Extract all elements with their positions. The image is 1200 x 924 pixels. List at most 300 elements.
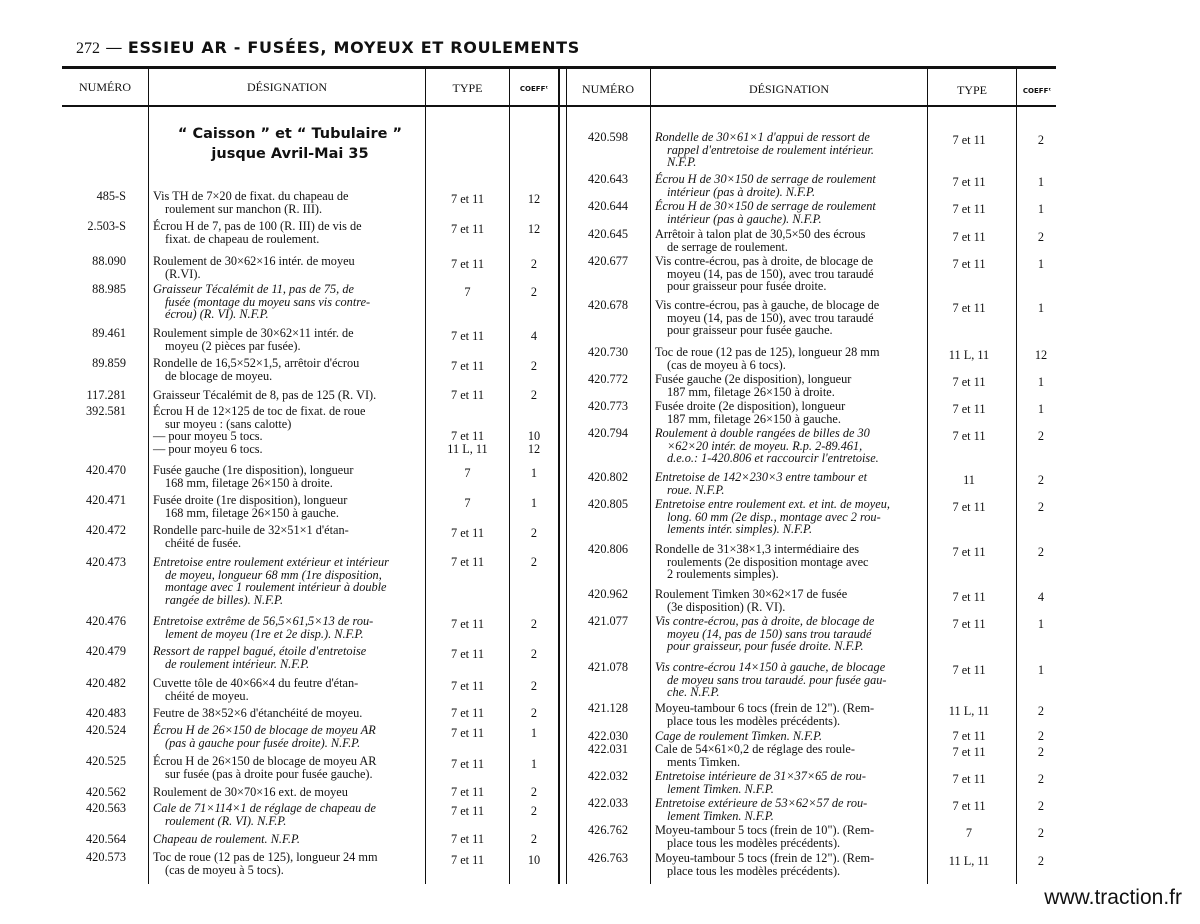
part-number: 422.031 [588, 742, 628, 756]
part-number: 420.525 [86, 754, 126, 768]
part-number: 420.643 [588, 172, 628, 186]
col-header-coeff: COEFFᵗ [1022, 87, 1052, 95]
part-coeff [510, 805, 558, 818]
part-number: 421.078 [588, 660, 628, 674]
type-value: 7 et 11 [952, 402, 986, 416]
part-coeff [1017, 258, 1065, 271]
part-coeff [1017, 591, 1065, 604]
type-value: 7 et 11 [450, 192, 484, 206]
part-designation [655, 852, 923, 877]
coeff-value: 10 [527, 429, 541, 443]
type-value: 7 et 11 [450, 726, 484, 740]
coeff-value: 1 [1037, 375, 1045, 389]
type-value: 7 et 11 [450, 785, 484, 799]
designation-line: place tous les modèles précédents). [667, 863, 841, 878]
part-coeff [510, 758, 558, 771]
part-designation [153, 755, 420, 780]
designation-line: Rondelle de 16,5×52×1,5, arrêtoir d'écrou [153, 356, 360, 370]
designation-line: ments Timken. [667, 754, 741, 769]
part-type [426, 258, 509, 271]
designation-line: Entretoise entre roulement ext. et int. de moyeu, [655, 497, 890, 511]
coeff-value: 4 [530, 329, 538, 343]
designation-line: Écrou H de 26×150 de blocage de moyeu AR [153, 723, 376, 737]
designation-line: Cuvette tôle de 40×66×4 du feutre d'étan- [153, 676, 359, 690]
part-number: 420.564 [86, 832, 126, 846]
designation-line: Roulement à double rangées de billes de 30 [655, 426, 870, 440]
part-designation [153, 786, 420, 799]
designation-line: Écrou H de 26×150 de blocage de moyeu AR [153, 754, 377, 768]
col-header-type: TYPE [452, 81, 483, 95]
section-line-1: “ Caisson ” et “ Tubulaire ” [177, 126, 403, 142]
designation-line: Vis contre-écrou, pas à droite, de blocage de [655, 254, 874, 268]
part-number: 420.772 [588, 372, 628, 386]
part-designation [655, 373, 923, 398]
part-number: 420.562 [86, 785, 126, 799]
part-type [426, 707, 509, 720]
designation-line: Moyeu-tambour 5 tocs (frein de 10"). (Rem- [655, 823, 875, 837]
part-designation [153, 327, 420, 352]
part-type [928, 664, 1010, 677]
part-designation [655, 400, 923, 425]
part-coeff [510, 467, 558, 480]
coeff-value: 2 [530, 706, 538, 720]
designation-line: Roulement Timken 30×62×17 de fusée [655, 587, 848, 601]
designation-line: Entretoise entre roulement extérieur et intérieur [153, 555, 389, 569]
part-designation [655, 173, 923, 198]
section-line-2: jusque Avril-Mai 35 [211, 146, 369, 162]
type-value: 7 et 11 [952, 617, 986, 631]
coeff-value: 2 [1037, 772, 1045, 786]
part-type [426, 758, 509, 771]
designation-line: d.e.o.: 1-420.806 et raccourcir l'entretoise. [667, 451, 879, 466]
coeff-value: 2 [530, 832, 538, 846]
coeff-value: 2 [530, 804, 538, 818]
designation-line: rappel d'entretoise de roulement intérieur. [667, 142, 874, 157]
designation-line: (cas de moyeu à 5 tocs). [165, 862, 284, 877]
part-coeff [510, 527, 558, 540]
coeff-value: 2 [530, 617, 538, 631]
part-coeff [510, 648, 558, 661]
type-value: 7 et 11 [952, 729, 986, 743]
watermark: www.traction.fr [1044, 886, 1182, 909]
type-value: 7 et 11 [952, 202, 986, 216]
designation-line: Toc de roue (12 pas de 125), longueur 24 mm [153, 850, 378, 864]
coeff-value: 2 [1037, 854, 1045, 868]
designation-line: Écrou H de 7, pas de 100 (R. III) de vis de [153, 219, 362, 233]
part-number: 117.281 [86, 388, 126, 402]
part-type [426, 430, 509, 455]
part-coeff [510, 258, 558, 271]
type-value: 7 et 11 [952, 799, 986, 813]
coeff-value: 2 [530, 647, 538, 661]
type-value: 11 [963, 473, 975, 487]
part-type [928, 546, 1010, 559]
designation-line: 187 mm, filetage 26×150 à gauche. [667, 411, 841, 426]
designation-line: moyeu (14, pas de 150), avec trou taraudé [667, 310, 874, 325]
part-designation [153, 833, 420, 846]
part-type [928, 258, 1010, 271]
part-coeff [1017, 664, 1065, 677]
designation-line: de moyeu sans trou taraudé. pour fusée gau- [667, 672, 887, 687]
part-type [928, 376, 1010, 389]
part-designation [153, 615, 420, 640]
part-coeff [510, 330, 558, 343]
part-type [426, 497, 509, 510]
col-header-designation: DÉSIGNATION [247, 80, 327, 94]
designation-line: Fusée gauche (2e disposition), longueur [655, 372, 852, 386]
coeff-value: 1 [1037, 663, 1045, 677]
part-designation [153, 802, 420, 827]
coeff-value: 2 [530, 257, 538, 271]
type-value: 7 et 11 [450, 853, 484, 867]
designation-line: (pas à gauche pour fusée droite). N.F.P. [165, 735, 361, 750]
type-value: 7 et 11 [952, 500, 986, 514]
page-header [76, 38, 580, 58]
designation-line: fusée (montage du moyeu sans vis contre- [165, 294, 371, 309]
designation-line: Rondelle parc-huile de 32×51×1 d'étan- [153, 523, 349, 537]
designation-line: 187 mm, filetage 26×150 à droite. [667, 384, 835, 399]
col-header-type: TYPE [957, 83, 987, 97]
part-coeff [510, 223, 558, 236]
part-number: 422.032 [588, 769, 628, 783]
part-type [426, 833, 509, 846]
part-designation [655, 702, 923, 727]
part-number: 485-S [96, 189, 126, 203]
designation-line: sur moyeu : (sans calotte) [165, 416, 292, 431]
coeff-value: 2 [530, 555, 538, 569]
coeff-value: 10 [527, 853, 541, 867]
type-value: 7 et 11 [450, 647, 484, 661]
designation-line: roulement (R. VI). N.F.P. [165, 813, 287, 828]
designation-line: lements intér. simples). N.F.P. [667, 522, 813, 537]
part-coeff [1017, 376, 1065, 389]
coeff-value: 2 [1037, 133, 1045, 147]
part-type [928, 705, 1010, 718]
designation-line: sur fusée (pas à droite pour fusée gauche). [165, 766, 373, 781]
designation-line: Écrou H de 30×150 de serrage de roulement [655, 172, 876, 186]
part-designation [153, 389, 420, 402]
part-coeff [510, 727, 558, 740]
part-coeff [1017, 474, 1065, 487]
part-type [426, 618, 509, 631]
part-designation [655, 824, 923, 849]
type-value: 7 [464, 496, 471, 510]
part-type [928, 231, 1010, 244]
part-number: 392.581 [86, 404, 126, 418]
coeff-value: 1 [1037, 175, 1045, 189]
part-number: 420.482 [86, 676, 126, 690]
designation-line: Vis TH de 7×20 de fixat. du chapeau de [153, 189, 349, 203]
part-number: 426.763 [588, 851, 628, 865]
part-coeff [510, 430, 558, 455]
part-number: 420.598 [588, 130, 628, 144]
coeff-value: 12 [527, 441, 541, 456]
coeff-value: 2 [530, 285, 538, 299]
part-coeff [1017, 855, 1065, 868]
designation-line: Écrou H de 30×150 de serrage de roulement [655, 199, 876, 213]
designation-line: — pour moyeu 6 tocs. [153, 441, 263, 456]
designation-line: Entretoise extérieure de 53×62×57 de rou- [655, 796, 868, 810]
part-number: 420.644 [588, 199, 628, 213]
designation-line: de roulement intérieur. N.F.P. [165, 656, 310, 671]
col-divider [558, 69, 560, 884]
part-type [426, 727, 509, 740]
part-type [426, 648, 509, 661]
type-value: 7 et 11 [952, 133, 986, 147]
type-value: 7 et 11 [450, 832, 484, 846]
coeff-value: 1 [1037, 301, 1045, 315]
designation-line: place tous les modèles précédents). [667, 713, 841, 728]
part-coeff [510, 833, 558, 846]
designation-line: che. N.F.P. [667, 685, 720, 700]
header-dash: — [105, 38, 123, 58]
designation-line: Ressort de rappel bagué, étoile d'entretoise [153, 644, 367, 658]
part-type [426, 680, 509, 693]
type-value: 11 L, 11 [948, 854, 990, 868]
designation-line: Arrêtoir à talon plat de 30,5×50 des écrous [655, 227, 866, 241]
designation-line: Fusée droite (2e disposition), longueur [655, 399, 846, 413]
type-value: 7 et 11 [952, 772, 986, 786]
part-coeff [510, 193, 558, 206]
part-designation [153, 851, 420, 876]
designation-line: roulements (2e disposition montage avec [667, 554, 869, 569]
part-number: 420.677 [588, 254, 628, 268]
part-number: 420.524 [86, 723, 126, 737]
part-designation [153, 494, 420, 519]
designation-line: Roulement de 30×62×16 intér. de moyeu [153, 254, 355, 268]
designation-line: chéité de moyeu. [165, 688, 249, 703]
part-designation [655, 346, 923, 371]
type-value: 7 et 11 [952, 375, 986, 389]
type-value: 7 et 11 [450, 526, 484, 540]
coeff-value: 2 [1037, 429, 1045, 443]
coeff-value: 1 [1037, 257, 1045, 271]
coeff-value: 2 [1037, 500, 1045, 514]
coeff-value: 1 [1037, 202, 1045, 216]
part-number: 88.090 [92, 254, 126, 268]
part-type [426, 193, 509, 206]
designation-line: N.F.P. [667, 155, 697, 170]
designation-line: Vis contre-écrou, pas à gauche, de blocage de [655, 298, 880, 312]
part-coeff [1017, 231, 1065, 244]
coeff-value: 2 [1037, 473, 1045, 487]
part-designation [153, 255, 420, 280]
part-coeff [1017, 403, 1065, 416]
designation-line: Roulement de 30×70×16 ext. de moyeu [153, 785, 348, 799]
part-designation [153, 707, 420, 720]
designation-line: Entretoise intérieure de 31×37×65 de rou- [655, 769, 866, 783]
type-value: 7 et 11 [450, 679, 484, 693]
part-number: 420.573 [86, 850, 126, 864]
designation-line: de serrage de roulement. [667, 239, 788, 254]
part-coeff [510, 707, 558, 720]
coeff-value: 1 [530, 757, 538, 771]
part-type [426, 854, 509, 867]
part-designation [153, 283, 420, 321]
designation-line: Graisseur Técalémit de 8, pas de 125 (R. VI). [153, 388, 377, 402]
designation-line: Moyeu-tambour 6 tocs (frein de 12"). (Rem- [655, 701, 875, 715]
designation-line: pour graisseur, pour fusée droite. N.F.P. [667, 639, 864, 654]
part-number: 421.077 [588, 614, 628, 628]
designation-line: pour graisseur pour fusée gauche. [667, 323, 833, 338]
part-coeff [1017, 746, 1065, 759]
type-value: 7 et 11 [450, 757, 484, 771]
part-type [426, 467, 509, 480]
part-coeff [1017, 800, 1065, 813]
part-type [928, 203, 1010, 216]
part-number: 420.476 [86, 614, 126, 628]
part-coeff [510, 556, 558, 569]
designation-line: moyeu (14, pas de 150) sans trou taraudé [667, 626, 872, 641]
coeff-value: 2 [1037, 826, 1045, 840]
designation-line: (3e disposition) (R. VI). [667, 599, 786, 614]
coeff-value: 2 [1037, 729, 1045, 743]
type-value: 7 et 11 [952, 230, 986, 244]
type-value: 7 et 11 [450, 359, 484, 373]
designation-line: lement Timken. N.F.P. [667, 808, 774, 823]
part-designation [153, 357, 420, 382]
type-value: 7 [965, 826, 973, 840]
type-value: 7 et 11 [450, 329, 484, 343]
designation-line: Graisseur Técalémit de 11, pas de 75, de [153, 282, 354, 296]
part-number: 420.483 [86, 706, 126, 720]
part-coeff [1017, 773, 1065, 786]
type-value: 7 et 11 [952, 663, 986, 677]
part-designation [655, 615, 923, 653]
part-number: 420.962 [588, 587, 628, 601]
page-title: ESSIEU AR - FUSÉES, MOYEUX ET ROULEMENTS [127, 38, 580, 57]
designation-line: écrou) (R. VI). N.F.P. [165, 307, 269, 322]
part-number: 421.128 [588, 701, 628, 715]
designation-line: rangée de billes). N.F.P. [165, 592, 284, 607]
part-designation [655, 471, 923, 496]
coeff-value: 2 [530, 679, 538, 693]
part-coeff [510, 680, 558, 693]
part-number: 420.645 [588, 227, 628, 241]
part-designation [153, 190, 420, 215]
part-designation [655, 131, 923, 169]
coeff-value: 2 [1037, 704, 1045, 718]
part-type [928, 746, 1010, 759]
part-type [426, 556, 509, 569]
part-number: 2.503-S [87, 219, 126, 233]
part-type [928, 134, 1010, 147]
col-divider [148, 69, 149, 884]
designation-line: Entretoise de 142×230×3 entre tambour et [655, 470, 868, 484]
part-type [426, 786, 509, 799]
designation-line: fixat. de chapeau de roulement. [165, 231, 320, 246]
designation-line: Roulement simple de 30×62×11 intér. de [153, 326, 354, 340]
part-designation [153, 556, 420, 606]
part-number: 89.461 [92, 326, 126, 340]
part-designation [153, 405, 420, 455]
designation-line: intérieur (pas à droite). N.F.P. [667, 184, 816, 199]
part-coeff [510, 360, 558, 373]
designation-line: Entretoise extrême de 56,5×61,5×13 de rou- [153, 614, 374, 628]
part-coeff [1017, 134, 1065, 147]
part-coeff [1017, 430, 1065, 443]
part-designation [153, 220, 420, 245]
part-number: 422.030 [588, 729, 628, 743]
designation-line: montage avec 1 roulement intérieur à double [165, 580, 387, 595]
part-designation [153, 677, 420, 702]
type-value: 7 et 11 [450, 706, 484, 720]
type-value: 7 et 11 [450, 429, 484, 443]
part-designation [655, 743, 923, 768]
part-number: 420.805 [588, 497, 628, 511]
part-type [928, 349, 1010, 362]
designation-line: lement Timken. N.F.P. [667, 781, 774, 796]
part-type [928, 430, 1010, 443]
designation-line: 168 mm, filetage 26×150 à droite. [165, 475, 333, 490]
designation-line: Rondelle de 31×38×1,3 intermédiaire des [655, 542, 860, 556]
designation-line: Vis contre-écrou 14×150 à gauche, de blocage [655, 660, 886, 674]
part-number: 420.472 [86, 523, 126, 537]
part-coeff [510, 618, 558, 631]
type-value: 7 et 11 [952, 545, 986, 559]
coeff-value: 12 [1034, 348, 1048, 362]
type-value: 7 et 11 [450, 617, 484, 631]
part-coeff [1017, 618, 1065, 631]
designation-line: Fusée gauche (1re disposition), longueur [153, 463, 354, 477]
coeff-value: 1 [1037, 402, 1045, 416]
part-type [426, 286, 509, 299]
part-coeff [1017, 501, 1065, 514]
part-coeff [1017, 203, 1065, 216]
coeff-value: 1 [530, 496, 538, 510]
col-header-coeff: COEFFᵗ [519, 85, 549, 93]
page-number: 272 [76, 40, 100, 57]
designation-line: Moyeu-tambour 5 tocs (frein de 12"). (Rem- [655, 851, 875, 865]
part-number: 89.859 [92, 356, 126, 370]
type-value: 7 et 11 [952, 590, 986, 604]
part-type [928, 403, 1010, 416]
part-number: 420.802 [588, 470, 628, 484]
part-type [928, 730, 1010, 743]
part-coeff [510, 786, 558, 799]
designation-line: Écrou H de 12×125 de toc de fixat. de roue [153, 404, 366, 418]
type-value: 7 et 11 [450, 257, 484, 271]
coeff-value: 1 [1037, 617, 1045, 631]
part-type [928, 501, 1010, 514]
designation-line: Vis contre-écrou, pas à droite, de blocage de [655, 614, 875, 628]
part-designation [655, 427, 923, 465]
part-number: 420.471 [86, 493, 126, 507]
part-coeff [1017, 546, 1065, 559]
part-type [928, 474, 1010, 487]
coeff-value: 2 [530, 388, 538, 402]
part-number: 420.678 [588, 298, 628, 312]
designation-line: ×62×20 intér. de moyeu. R.p. 2-89.461, [667, 438, 863, 453]
part-number: 420.563 [86, 801, 126, 815]
designation-line: Chapeau de roulement. N.F.P. [153, 832, 300, 846]
coeff-value: 1 [530, 466, 538, 480]
col-header-designation: DÉSIGNATION [749, 82, 829, 96]
designation-line: chéité de fusée. [165, 535, 242, 550]
coeff-value: 2 [530, 359, 538, 373]
type-value: 7 et 11 [450, 555, 484, 569]
part-number: 420.470 [86, 463, 126, 477]
type-value: 7 [464, 466, 471, 480]
type-value: 7 et 11 [450, 804, 484, 818]
designation-line: de moyeu, longueur 68 mm (1re disposition, [165, 567, 382, 582]
type-value: 7 et 11 [450, 222, 484, 236]
designation-line: pour graisseur pour fusée droite. [667, 279, 827, 294]
coeff-value: 2 [1037, 545, 1045, 559]
coeff-value: 2 [530, 785, 538, 799]
type-value: 7 et 11 [952, 301, 986, 315]
part-type [426, 360, 509, 373]
